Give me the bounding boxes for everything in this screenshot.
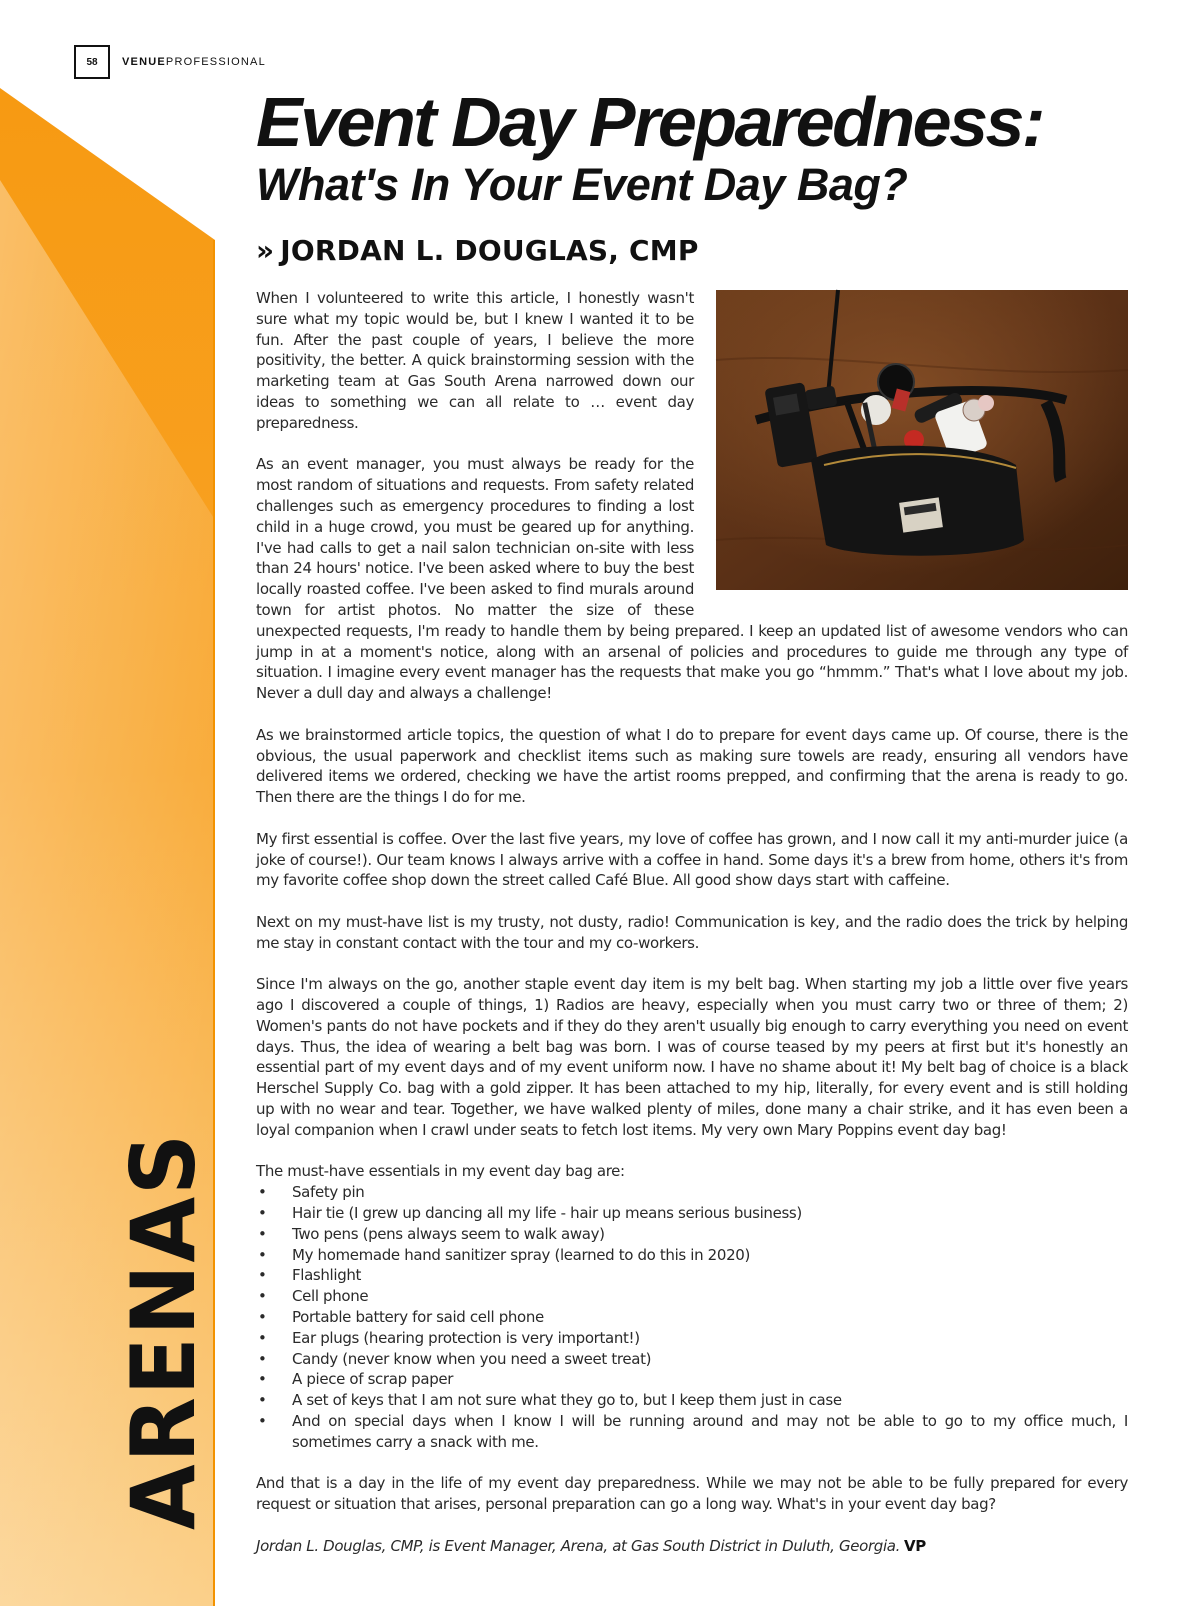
list-item: • And on special days when I know I will be running around and may not be able to go to my office much, I sometimes carry a snack with me. <box>256 1411 1128 1453</box>
list-item: • Portable battery for said cell phone <box>256 1307 1128 1328</box>
list-item: • A piece of scrap paper <box>256 1369 1128 1390</box>
paragraph-4: My first essential is coffee. Over the last five years, my love of coffee has grown, and I now call it my anti-murder juice (a joke of course!). Our team knows I always arrive with a coffee in hand. Some days it's a brew from home, others it's from my favorite coffee shop down the street called Café Blue. All good show days start with caffeine. <box>256 829 1128 890</box>
list-item: • My homemade hand sanitizer spray (learned to do this in 2020) <box>256 1245 1128 1266</box>
magazine-name <box>122 56 266 68</box>
section-label <box>112 1116 215 1530</box>
author-bio-text: Jordan L. Douglas, CMP, is Event Manager, Arena, at Gas South District in Duluth, Georgia. <box>256 1536 901 1555</box>
author-bio <box>256 1536 1128 1557</box>
list-item: • Hair tie (I grew up dancing all my life - hair up means serious business) <box>256 1203 1128 1224</box>
list-item: • Safety pin <box>256 1182 1128 1203</box>
page-header <box>74 45 266 79</box>
article-body <box>256 288 1128 1557</box>
byline-author: JORDAN L. DOUGLAS, CMP <box>280 234 699 267</box>
svg-text:ARENAS: ARENAS <box>112 1116 215 1530</box>
page-number: 58 <box>74 45 110 79</box>
list-item: • Two pens (pens always seem to walk away) <box>256 1224 1128 1245</box>
article <box>256 83 1128 1557</box>
list-item: • Ear plugs (hearing protection is very important!) <box>256 1328 1128 1349</box>
paragraph-5: Next on my must-have list is my trusty, not dusty, radio! Communication is key, and the radio does the trick by helping me stay in constant contact with the tour and my co-workers. <box>256 912 1128 952</box>
article-subtitle: What's In Your Event Day Bag? <box>256 159 908 210</box>
byline-marker: » <box>256 234 275 267</box>
closing-paragraph: And that is a day in the life of my event day preparedness. While we may not be able to be fully prepared for every request or situation that arises, personal preparation can go a long way. What's in your event day bag? <box>256 1474 1128 1514</box>
list-item: • Flashlight <box>256 1265 1128 1286</box>
paragraph-3: As we brainstormed article topics, the question of what I do to prepare for event days came up. Of course, there is the obvious, the usual paperwork and checklist items such as making sure towels are ready, ensuring all vendors have delivered items we ordered, checking we have the artist rooms prepped, and confirming that the arena is ready to go. Then there are the things I do for me. <box>256 725 1128 807</box>
magazine-name-rest: PROFESSIONAL <box>165 56 266 68</box>
list-item: • Cell phone <box>256 1286 1128 1307</box>
end-mark: VP <box>904 1536 926 1555</box>
paragraph-6: Since I'm always on the go, another staple event day item is my belt bag. When starting my job a little over five years ago I discovered a couple of things, 1) Radios are heavy, especially when you must carry two or three of them; 2) Women's pants do not have pockets and if they do they aren't usually big enough to carry everything you need on event days. Thus, the idea of wearing a belt bag was born. I was of course teased by my peers at first but it's honestly an essential part of my event days and of my event uniform now. I have no shame about it! My belt bag of choice is a black Herschel Supply Co. bag with a gold zipper. It has been attached to my hip, literally, for every event and is still holding up with no wear and tear. Together, we have walked plenty of miles, done many a chair strike, and it has even been a loyal companion when I crawl under seats to fetch lost items. My very own Mary Poppins event day bag! <box>256 975 1128 1139</box>
list-intro: The must-have essentials in my event day bag are: <box>256 1162 625 1181</box>
article-photo <box>716 290 1128 590</box>
paragraph-2: As an event manager, you must always be ready for the most random of situations and requests. From safety related challenges such as emergency procedures to finding a lost child in a huge crowd, you must be geared up for anything. I've had calls to get a nail salon technician on-site with less than 24 hours' notice. I've been asked where to buy the best locally roasted coffee. I've been asked to find murals around town for artist photos. No matter the size of these unexpected requests, I'm ready to handle them by being prepared. I keep an updated list of awesome vendors who can jump in at a moment's notice, along with an arsenal of policies and procedures to guide me through any type of situation. I imagine every event manager has the requests that make you go “hmmm.” That's what I love about my job. Never a dull day and always a challenge! <box>256 455 1128 703</box>
article-title: Event Day Preparedness: <box>256 83 1043 161</box>
paragraph-1: When I volunteered to write this article, I honestly wasn't sure what my topic would be, but I knew I wanted it to be fun. After the past couple of years, I believe the more positivity, the better. A quick brainstorming session with the marketing team at Gas South Arena narrowed down our ideas to something we can all relate to … event day preparedness. <box>256 289 694 432</box>
magazine-name-bold: VENUE <box>122 56 166 68</box>
essentials-list <box>256 1182 1128 1452</box>
byline <box>256 234 1128 268</box>
list-item: • A set of keys that I am not sure what they go to, but I keep them just in case <box>256 1390 1128 1411</box>
list-item: • Candy (never know when you need a sweet treat) <box>256 1349 1128 1370</box>
section-sidebar <box>0 0 215 1606</box>
